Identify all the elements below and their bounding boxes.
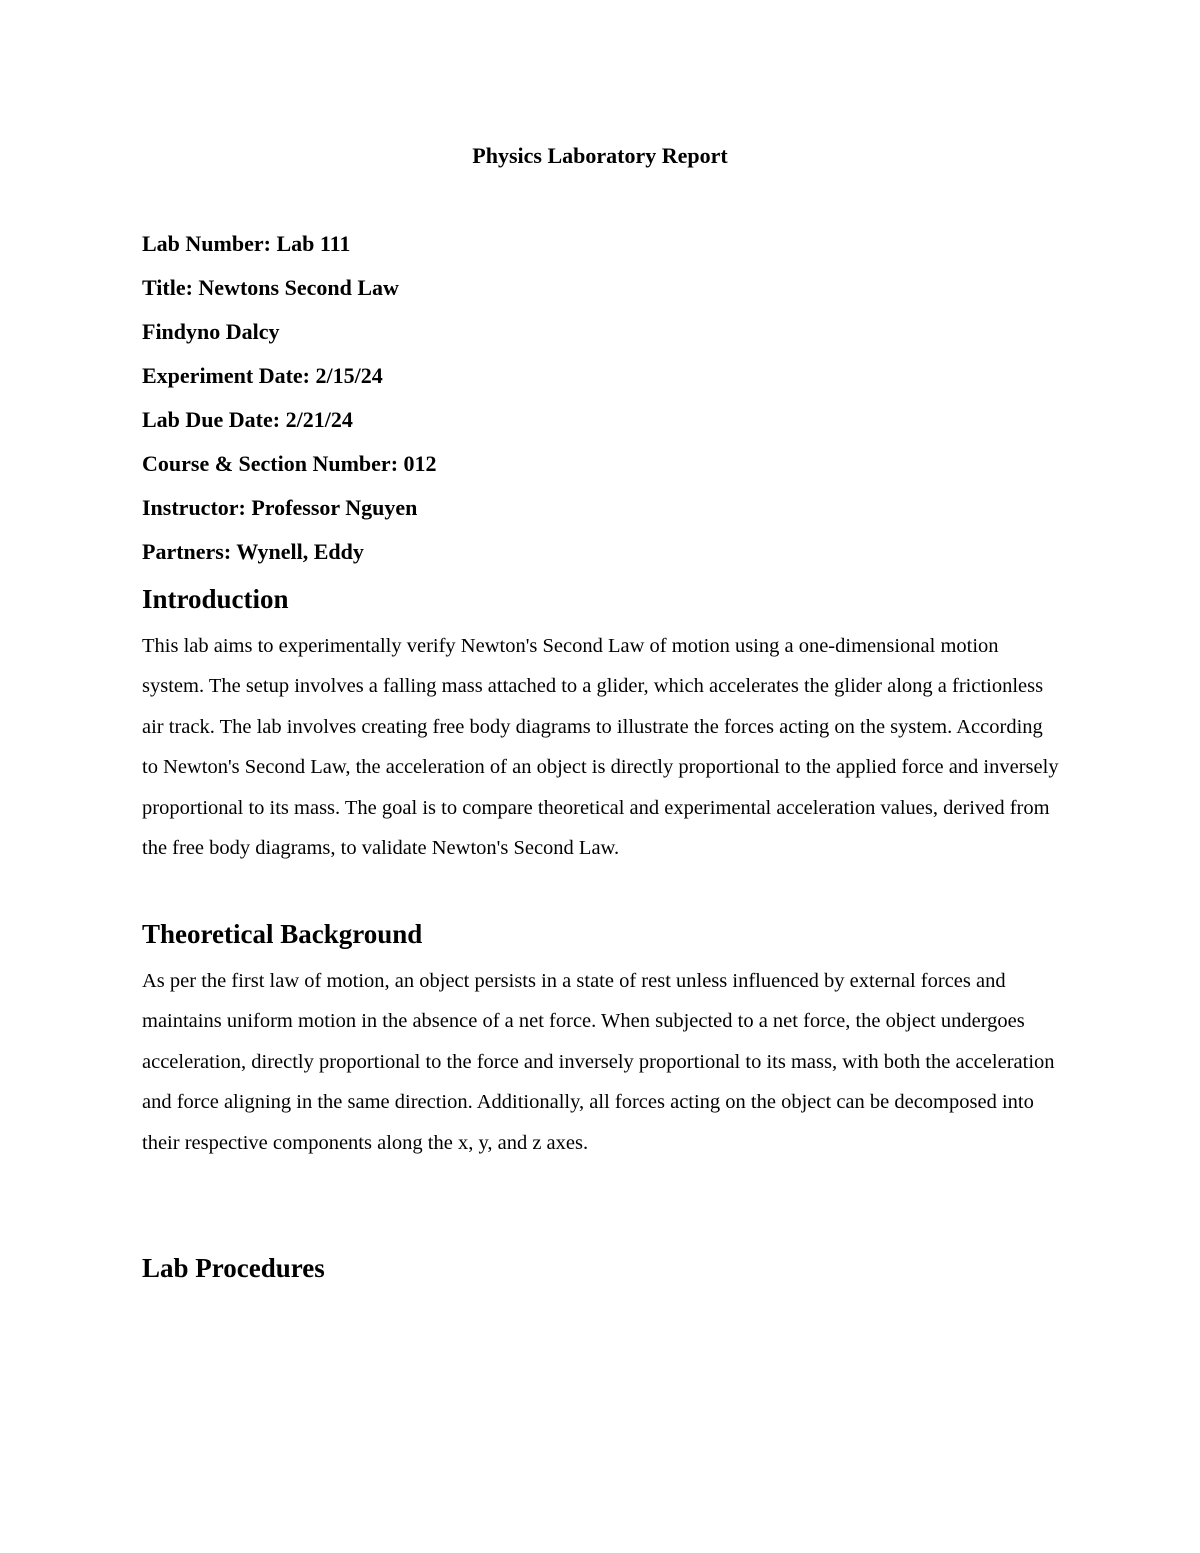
introduction-paragraph: This lab aims to experimentally verify Newton's Second Law of motion using a one-dimensional motion system. The setup involves a falling mass attached to a glider, which accelerates the glider along a frictionless air track. The lab involves creating free body diagrams to illustrate the forces acting on the system. According to Newton's Second Law, the acceleration of an object is directly proportional to the applied force and inversely proportional to its mass. The goal is to compare theoretical and experimental acceleration values, derived from the free body diagrams, to validate Newton's Second Law. <box>142 635 1059 860</box>
course-section: Course & Section Number: 012 <box>142 451 437 476</box>
report-title: Physics Laboratory Report <box>472 143 728 168</box>
lab-number: Lab Number: Lab 111 <box>142 231 351 256</box>
theory-paragraph: As per the first law of motion, an object persists in a state of rest unless influenced by external forces and maintains uniform motion in the absence of a net force. When subjected to a net force, the object undergoes acceleration, directly proportional to the force and inversely proportional to its mass, with both the acceleration and force aligning in the same direction. Additionally, all forces acting on the object can be decomposed into their respective components along the x, y, and z axes. <box>142 970 1055 1154</box>
procedures-heading: Lab Procedures <box>142 1253 325 1283</box>
introduction-heading: Introduction <box>142 584 289 614</box>
due-date: Lab Due Date: 2/21/24 <box>142 407 353 432</box>
instructor: Instructor: Professor Nguyen <box>142 495 418 520</box>
theory-heading: Theoretical Background <box>142 919 423 949</box>
experiment-date: Experiment Date: 2/15/24 <box>142 363 383 388</box>
report-metadata <box>142 230 437 582</box>
author-name: Findyno Dalcy <box>142 319 280 344</box>
partners: Partners: Wynell, Eddy <box>142 539 364 564</box>
lab-title: Title: Newtons Second Law <box>142 275 399 300</box>
